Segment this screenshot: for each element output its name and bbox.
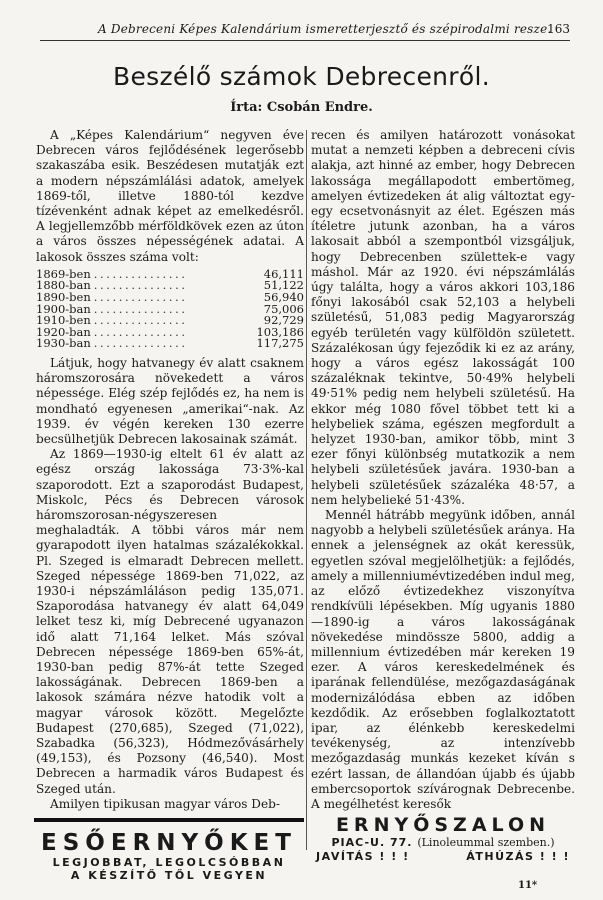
body-paragraph: Látjuk, hogy hatvanegy év alatt csaknem háromszorosára növekedett a város népessége. Elég szép fejlődés ez, ha nem is mondható egyenesen „amerikai“-nak. Az 1939. év végén kereken 130 ezerre becsülhetjük Debrecen lakosainak számát. [36,355,304,446]
ad-line: A KÉSZÍTŐ TŐL VEGYEN [70,869,268,882]
signature-mark: 11* [518,880,538,891]
population-year: 1869-ben [36,266,91,281]
population-value: 103,186 [256,324,304,339]
population-year: 1930-ban [36,336,91,351]
ad-address-line [310,836,576,850]
population-value: 51,122 [263,278,304,293]
umbrella-salon-advertisement [310,814,576,864]
body-paragraph: Mennél hátrább megyünk időben, annál nagyobb a helybeli születésűek aránya. Ha ennek a jelenségnek az okát keressük, egyetlen szóval megjelölhetjük: a fejlődés, amely a millenniumévtizedében indul meg, az előző évtizedekhez viszonyítva rendkívüli lépésekben. Míg ugyanis 1880—1890-ig a város lakosságának növekedése mindössze 5800, addig a millennium évtizedében már kereken 19 ezer. A város kereskedelmének és iparának fellendülése, mezőgazdaságának modernizálódása ebben az időben kezdődik. Az erősebben foglalkoztatott ipar, az élénkebb kereskedelmi tevékenység, az intenzívebb mezőgazdaság munkás kezeket kíván s ezért lassan, de állandóan újabb és újabb embercsoportok szívárognak Debrecenbe. A megélhetést keresők [311,508,575,811]
ad-line: LEGJOBBAT, LEGOLCSÓBBAN [52,856,286,869]
population-value: 117,275 [256,336,304,351]
body-paragraph: recen és amilyen határozott vonásokat mutat a nemzeti képben a debreceni cívis alakja, azt hinné az ember, hogy Debrecen lakossága megállapodott embertömeg, amelyen évtizedeken át alig változtat egy-egy ecsetvonásnyit az élet. Egészen más ítéletre jutunk azonban, ha a város lakosait abból a szempontból vizsgáljuk, hogy Debrecenben születtek-e vagy máshol. Már az 1920. évi népszámlálás úgy találta, hogy a város akkori 103,186 főnyi lakosából csak 52,103 a helybeli születésű, 51,083 pedig Magyarország egyéb területén vagy külföldön született. Százalékosan úgy fejeződik ki ez az arány, hogy a város egész lakosságát 100 százaléknak tekintve, 50·49% helybeli 49·51% pedig nem helybeli születésű. Ha ekkor még 1080 fővel többet tett ki a helybeliek száma, egészen megfordult a helyzet 1930-ban, amikor több, mint 3 ezer főnyi különbség mutatkozik a nem helybeli születésűek javára. 1930-ban a helybeli születésűek százaléka 48·57, a nem helybelieké 51·43%. [311,128,575,507]
population-year: 1890-ben [36,290,91,305]
population-row: 1880-ban ............... 51,122 [36,278,304,293]
population-value: 46,111 [263,266,304,281]
population-value: 75,006 [263,301,304,316]
population-table [36,266,304,351]
ad-services [310,850,576,863]
ad-headline: ERNYŐSZALON [335,814,551,836]
population-row: 1869-ben ............... 46,111 [36,266,304,281]
population-row: 1930-ban ............... 117,275 [36,336,304,351]
population-value: 92,729 [263,313,304,328]
page-number: 163 [547,22,570,36]
population-year: 1910-ben [36,313,91,328]
population-year: 1880-ban [36,278,91,293]
body-paragraph: Az 1869—1930-ig eltelt 61 év alatt az egész ország lakossága 73·3%-kal szaporodott. Ezt a szaporodást Budapest, Miskolc, Pécs és Debrecen városok háromszorosan-négyszeresen meghaladták. A többi város már nem gyarapodott ilyen hatalmas százalékokkal. Pl. Szeged is elmaradt Debrecen mellett. Szeged népessége 1869-ben 71,022, az 1930-i népszámláláson pedig 135,071. Szaporodása hatvanegy év alatt 64,049 lelket tesz ki, míg Debrecené ugyanazon idő alatt 71,164 lelket. Más szóval Debrecen népessége 1869-ben 65%-át, 1930-ban pedig 87%-át tette Szeged lakosságának. Debrecen 1869-ben a lakosok számára nézve hatodik volt a magyar városok között. Megelőzte Budapest (270,685), Szeged (71,022), Szabadka (56,323), Hódmezővásárhely (49,153), és Pozsony (46,540). Most Debrecen a harmadik város Budapest és Szeged után. [36,447,304,796]
umbrella-advertisement [34,818,304,888]
article-title: Beszélő számok Debrecenről. [113,62,490,91]
ad-address-note: (Linoleummal szemben.) [417,836,555,849]
population-year: 1920-ban [36,324,91,339]
article-author: Írta: Csobán Endre. [230,100,373,115]
column-divider [306,130,307,850]
left-column [36,128,304,812]
ad-repair: JAVÍTÁS ! ! ! [316,850,410,863]
population-row: 1890-ben ............... 56,940 [36,290,304,305]
population-row: 1900-ban ............... 75,006 [36,301,304,316]
right-column [311,128,575,812]
ad-address: PIAC-U. 77. [331,836,413,849]
ad-cover: ÁTHÚZÁS ! ! ! [466,850,570,863]
population-value: 56,940 [263,290,304,305]
running-title: A Debreceni Képes Kalendárium ismeretterjesztő és szépirodalmi resze. [98,22,552,36]
ad-headline: ESŐERNYŐKET [41,830,297,856]
body-paragraph: Amilyen tipikusan magyar város Deb- [50,796,280,811]
population-row: 1920-ban ............... 103,186 [36,324,304,339]
population-year: 1900-ban [36,301,91,316]
intro-paragraph: A „Képes Kalendárium“ negyven éve Debrecen város fejlődésének legerősebb szakaszába esik. Beszédesen mutatják ezt a modern népszámlálási adatok, amelyek 1869-től, illetve 1880-tól kezdve tízévenként adnak képet az emelkedésről. A legjellemzőbb mérföldkövek ezen az úton a város összes népességének adatai. A lakosok összes száma volt: [36,128,304,264]
running-header [40,20,570,41]
population-row: 1910-ben ............... 92,729 [36,313,304,328]
